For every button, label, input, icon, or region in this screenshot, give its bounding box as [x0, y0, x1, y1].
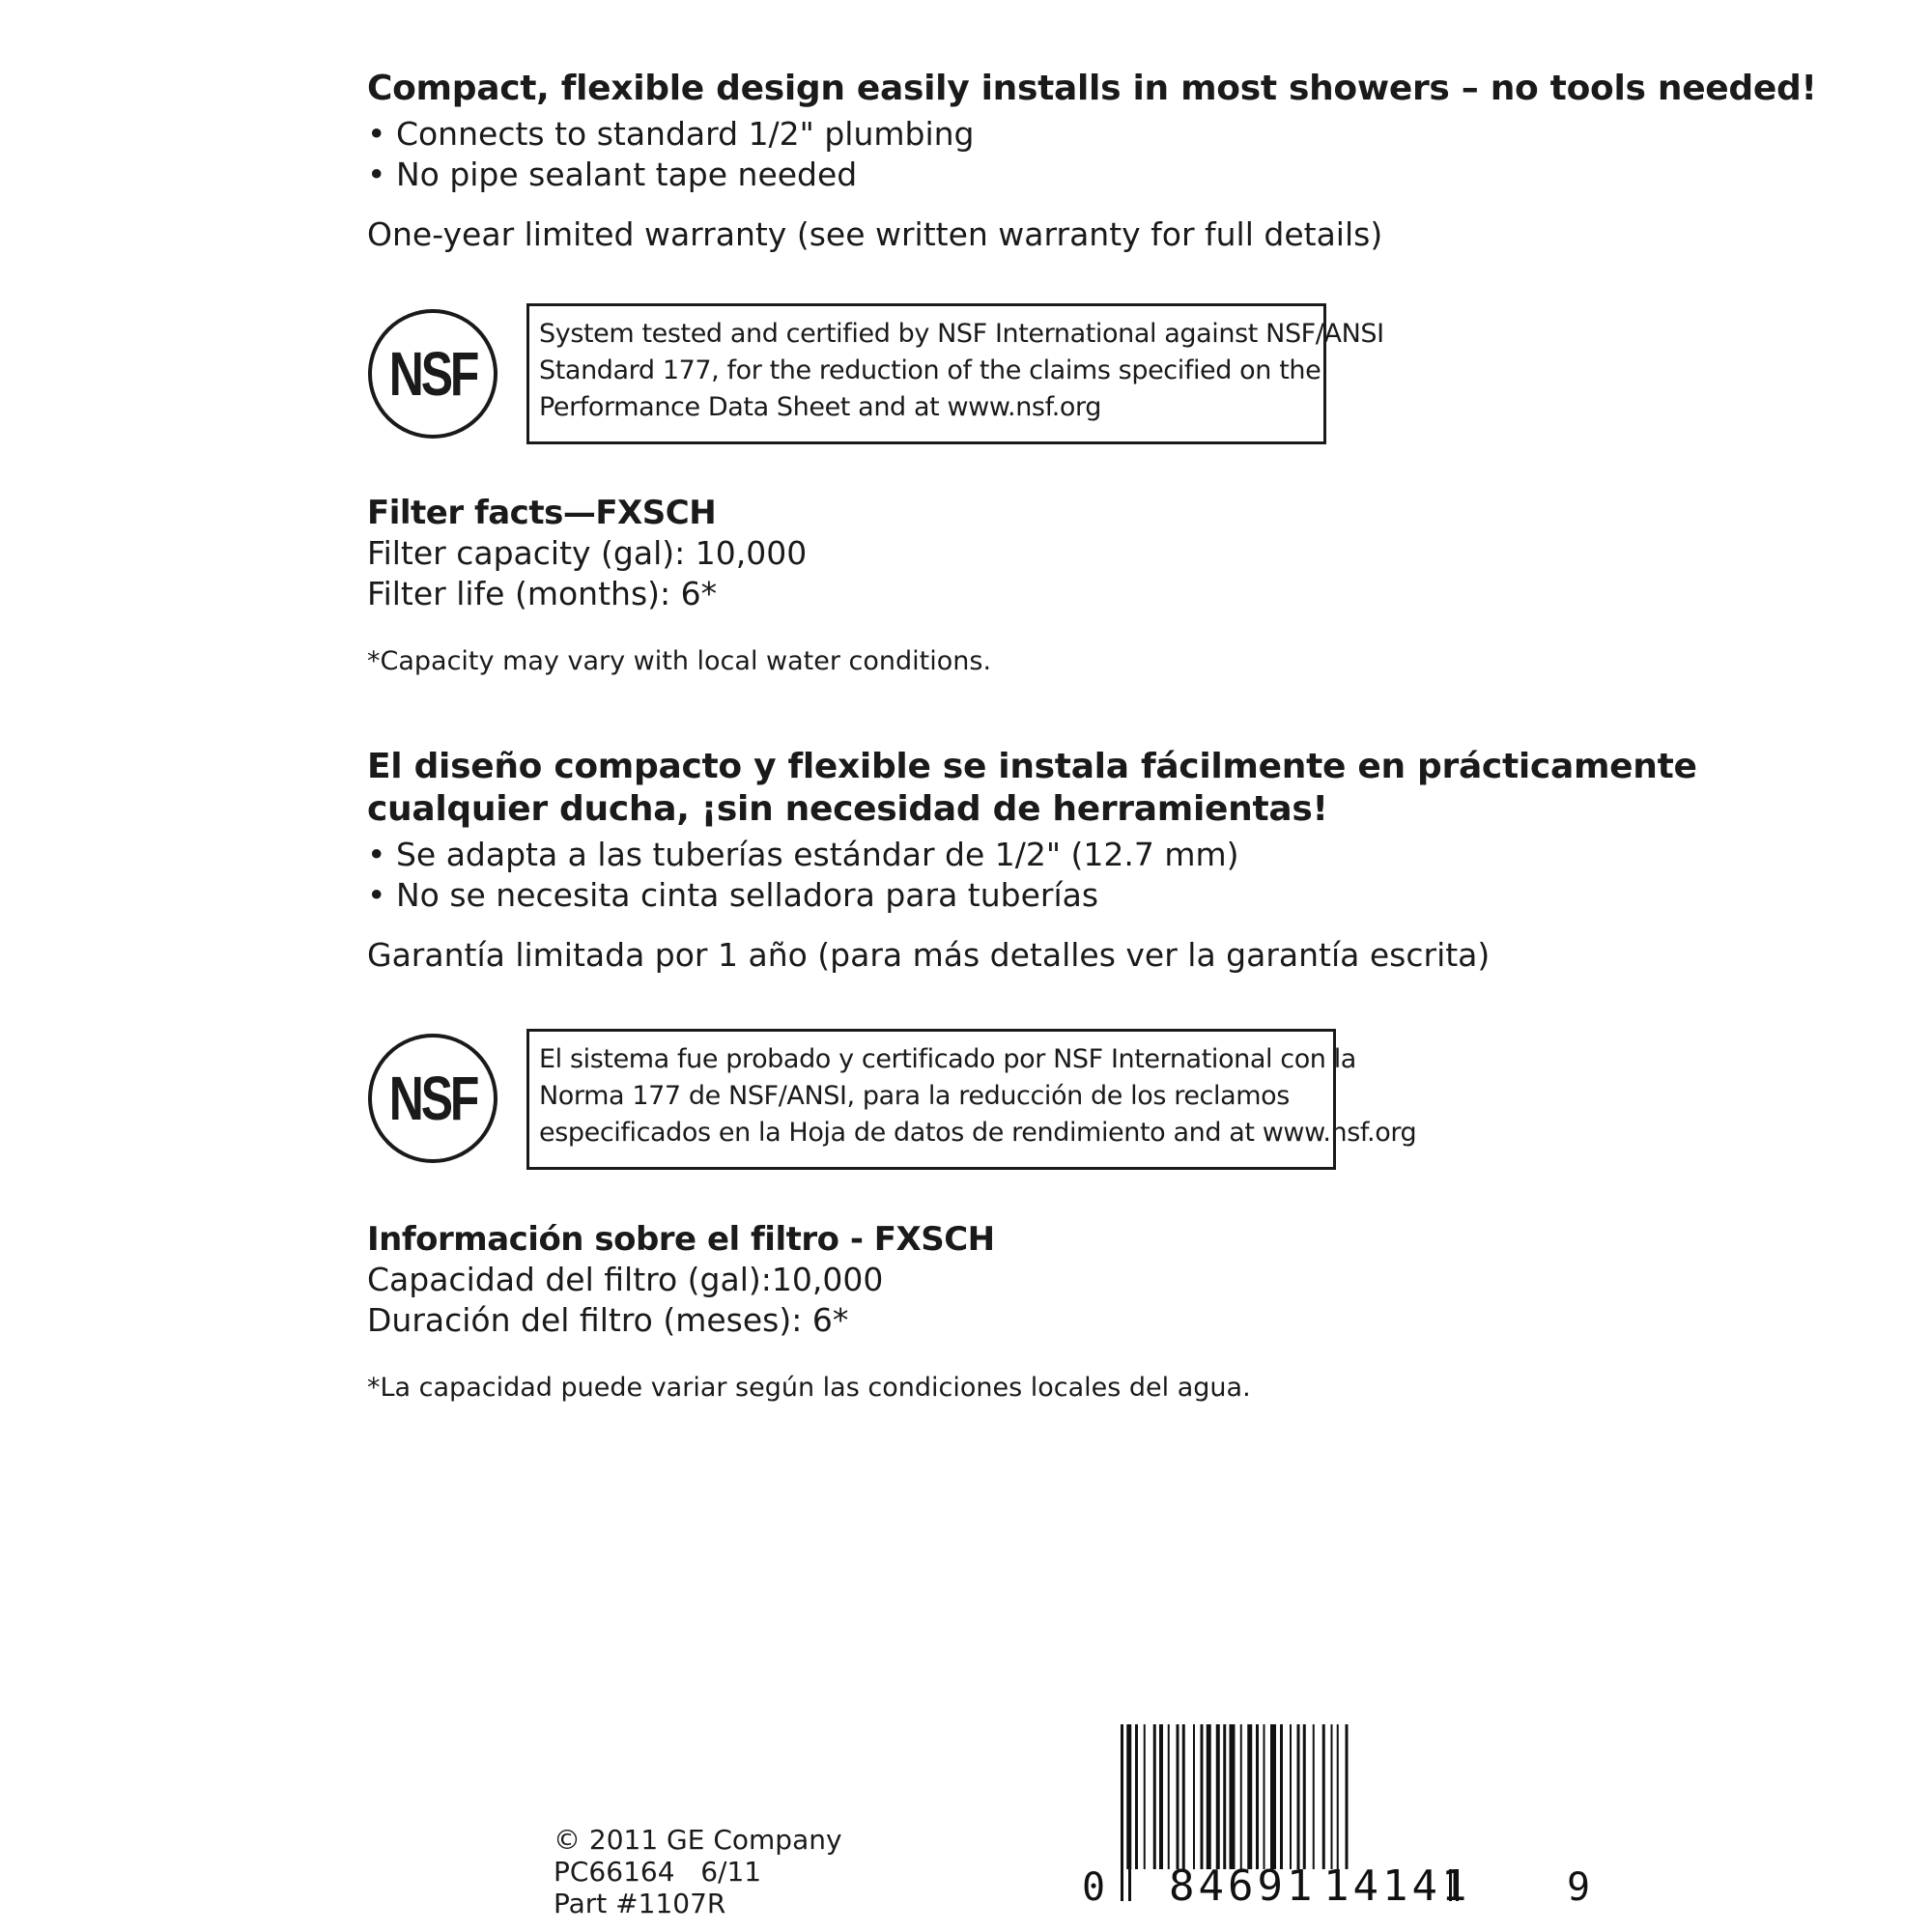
bullet-no-tape: • No pipe sealant tape needed	[367, 156, 858, 193]
barcode-bar	[1264, 1724, 1265, 1869]
barcode-bar	[1270, 1724, 1276, 1869]
bullet-plumbing: • Connects to standard 1/2" plumbing	[367, 115, 975, 153]
part-number-clip	[554, 1888, 747, 1919]
barcode-bar	[1121, 1724, 1123, 1869]
barcode-bar	[1297, 1724, 1300, 1869]
barcode-bar	[1144, 1724, 1146, 1869]
nsf-logo-spanish	[368, 1034, 497, 1163]
barcode-bar	[1201, 1724, 1204, 1869]
barcode-bar	[1256, 1724, 1259, 1869]
copyright: © 2011 GE Company	[554, 1824, 842, 1856]
part-number: Part #1107R	[554, 1888, 726, 1919]
bullet-tuberias: • Se adapta a las tuberías estándar de 1/2" (12.7 mm)	[367, 836, 1239, 873]
nsf-certification-box-english	[526, 303, 1384, 444]
barcode-bar	[1313, 1724, 1315, 1869]
nsf-logo-text: NSF	[388, 1064, 477, 1133]
nsf-logo-english	[368, 309, 497, 439]
barcode-bar	[1135, 1724, 1138, 1869]
barcode-bar	[1240, 1724, 1242, 1869]
barcode-digits-group2: 14141	[1323, 1861, 1471, 1911]
filter-facts-title-spanish: Información sobre el filtro - FXSCH	[367, 1220, 995, 1259]
barcode-bar	[1280, 1724, 1283, 1869]
headline-spanish-line1: El diseño compacto y flexible se instala fácilmente en prácticamente	[367, 747, 1697, 786]
warranty-spanish: Garantía limitada por 1 año (para más detalles ver la garantía escrita)	[367, 936, 1491, 974]
filter-capacity: Filter capacity (gal): 10,000	[367, 534, 808, 572]
barcode-bar	[1223, 1724, 1226, 1869]
nsf-cert-line: Performance Data Sheet and at www.nsf.org	[539, 392, 1102, 422]
barcode-digits-group1: 84691	[1169, 1861, 1317, 1911]
footnote-spanish: *La capacidad puede variar según las condiciones locales del agua.	[367, 1373, 1251, 1403]
barcode-bar	[1159, 1724, 1163, 1869]
headline-english: Compact, flexible design easily installs in most showers – no tools needed!	[367, 69, 1817, 108]
barcode-bar	[1216, 1724, 1220, 1869]
barcode-bar	[1193, 1724, 1195, 1869]
headline-spanish-line2: cualquier ducha, ¡sin necesidad de herramientas!	[367, 789, 1328, 829]
nsf-certification-box-spanish	[526, 1029, 1417, 1170]
bullet-cinta: • No se necesita cinta selladora para tuberías	[367, 876, 1099, 914]
nsf-cert-line: System tested and certified by NSF International against NSF/ANSI	[539, 319, 1384, 349]
barcode-digit-right: 9	[1567, 1865, 1591, 1910]
barcode-bar	[1177, 1724, 1179, 1869]
barcode-bar	[1247, 1724, 1252, 1869]
barcode-bar	[1230, 1724, 1236, 1869]
warranty-english: One-year limited warranty (see written warranty for full details)	[367, 215, 1383, 253]
nsf-cert-line: El sistema fue probado y certificado por NSF International con la	[539, 1044, 1356, 1074]
nsf-cert-line: especificados en la Hoja de datos de rendimiento and at www.nsf.org	[539, 1118, 1417, 1148]
barcode-bar	[1337, 1724, 1339, 1869]
barcode-bar	[1126, 1724, 1131, 1869]
barcode-bar	[1290, 1724, 1292, 1869]
nsf-cert-line: Standard 177, for the reduction of the claims specified on the	[539, 355, 1321, 385]
barcode-digit-left: 0	[1082, 1865, 1106, 1910]
nsf-logo-text: NSF	[388, 339, 477, 409]
nsf-cert-line: Norma 177 de NSF/ANSI, para la reducción de los reclamos	[539, 1081, 1290, 1111]
barcode-bar	[1207, 1724, 1211, 1869]
filter-facts-title: Filter facts—FXSCH	[367, 494, 717, 532]
filter-capacity-spanish: Capacidad del filtro (gal):10,000	[367, 1261, 884, 1298]
barcode-bar	[1303, 1724, 1306, 1869]
footnote-english: *Capacity may vary with local water conditions.	[367, 646, 992, 676]
barcode-bar	[1153, 1724, 1156, 1869]
barcode-bar	[1168, 1724, 1170, 1869]
product-code: PC66164 6/11	[554, 1856, 762, 1888]
upc-barcode	[1082, 1724, 1604, 1911]
barcode-bar	[1331, 1724, 1333, 1869]
filter-life-spanish: Duración del filtro (meses): 6*	[367, 1301, 849, 1339]
barcode-bar	[1346, 1724, 1349, 1869]
barcode-bar	[1322, 1724, 1325, 1869]
barcode-bar	[1182, 1724, 1185, 1869]
filter-life: Filter life (months): 6*	[367, 575, 718, 612]
